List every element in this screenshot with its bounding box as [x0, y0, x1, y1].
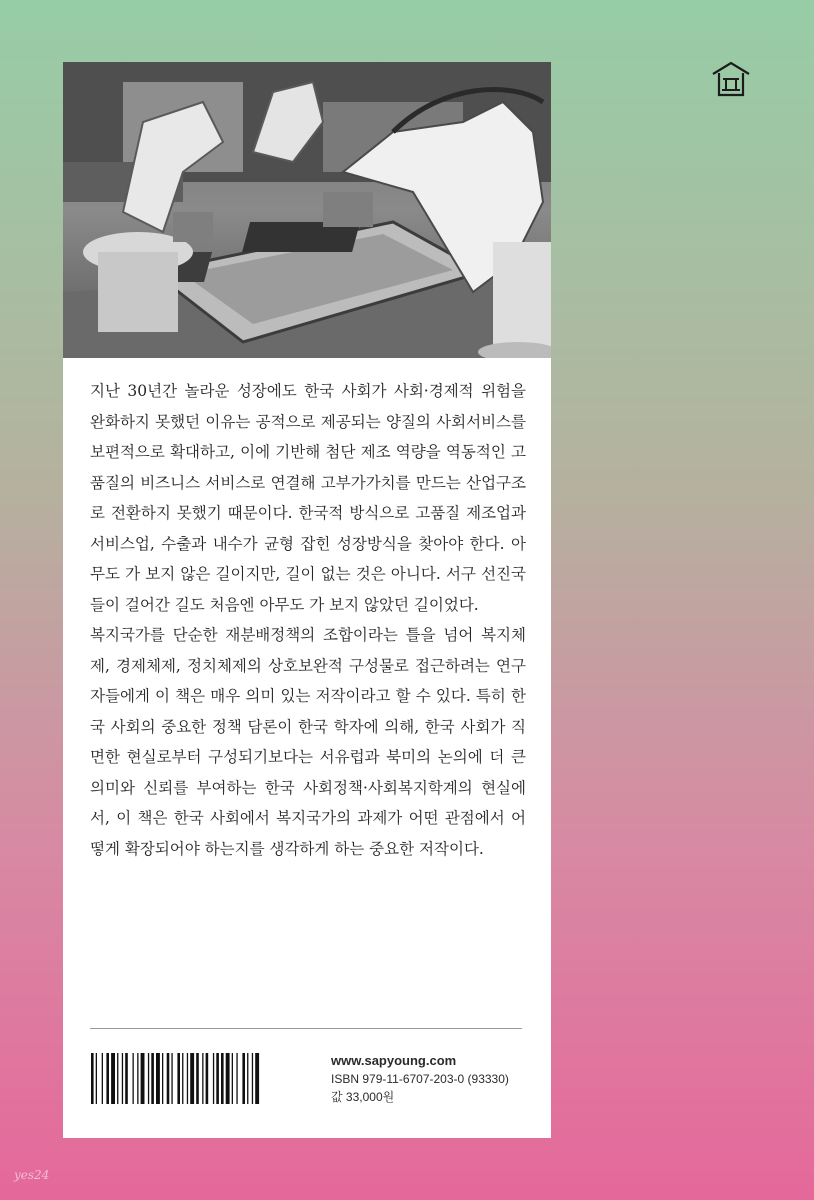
price-label: 값 33,000원 — [331, 1090, 395, 1104]
barcode-bar — [148, 1053, 149, 1104]
barcode-bar — [196, 1053, 199, 1104]
barcode-bar — [151, 1053, 154, 1104]
barcode-bar — [106, 1053, 109, 1104]
barcode-bar — [242, 1053, 245, 1104]
barcode-bar — [232, 1053, 233, 1104]
barcode-bar — [162, 1053, 163, 1104]
barcode-bar — [177, 1053, 180, 1104]
barcode-bar — [206, 1053, 209, 1104]
barcode-bar — [182, 1053, 183, 1104]
barcode-bar — [117, 1053, 118, 1104]
blurb-text — [90, 376, 526, 864]
barcode-bar — [236, 1053, 237, 1104]
cover-photo-robot-arms — [63, 62, 551, 358]
publisher-url[interactable]: www.sapyoung.com — [331, 1053, 457, 1068]
barcode-bar — [221, 1053, 224, 1104]
barcode-bar — [255, 1053, 259, 1104]
barcode-bar — [141, 1053, 145, 1104]
barcode-bar — [156, 1053, 160, 1104]
barcode-bar — [91, 1053, 94, 1104]
barcode-bar — [187, 1053, 188, 1104]
barcode-bar — [167, 1053, 170, 1104]
barcode-bar — [111, 1053, 115, 1104]
barcode-bar — [122, 1053, 123, 1104]
publisher-logo-icon — [710, 60, 752, 98]
back-cover-panel — [63, 62, 551, 1138]
blurb-paragraph-2: 복지국가를 단순한 재분배정책의 조합이라는 틀을 넘어 복지체제, 경제체제, 정치체제의 상호보완적 구성물로 접근하려는 연구자들에게 이 책은 매우 의미 있는 저작이라고 할 수 있다. 특히 한국 사회의 중요한 정책 담론이 한국 학자에 의해, 한국 사회가 직면한 현실로부터 구성되기보다는 서유럽과 북미의 논의에 더 큰 의미와 신뢰를 부여하는 한국 사회정책·사회복지학계의 현실에서, 이 책은 한국 사회에서 복지국가의 과제가 어떤 관점에서 어떻게 확장되어야 하는지를 생각하게 하는 중요한 저작이다. — [90, 626, 526, 858]
barcode-bar — [247, 1053, 248, 1104]
barcode-bar — [102, 1053, 103, 1104]
barcode-bar — [213, 1053, 214, 1104]
barcode-bar — [190, 1053, 194, 1104]
barcode-bar — [96, 1053, 97, 1104]
barcode-bar — [133, 1053, 134, 1104]
barcode-bar — [226, 1053, 230, 1104]
barcode-bar — [216, 1053, 219, 1104]
divider-line — [90, 1028, 522, 1029]
barcode-bar — [137, 1053, 138, 1104]
barcode-bar — [202, 1053, 203, 1104]
barcode-bar — [125, 1053, 128, 1104]
isbn-number: ISBN 979-11-6707-203-0 (93330) — [331, 1072, 509, 1086]
isbn-barcode — [91, 1053, 319, 1104]
barcode-bar — [252, 1053, 253, 1104]
publisher-info — [331, 1052, 541, 1106]
barcode-bar — [171, 1053, 172, 1104]
blurb-paragraph-1: 지난 30년간 놀라운 성장에도 한국 사회가 사회·경제적 위험을 완화하지 못했던 이유는 공적으로 제공되는 양질의 사회서비스를 보편적으로 확대하고, 이에 기반해 첨단 제조 역량을 역동적인 고품질의 비즈니스 서비스로 연결해 고부가가치를 만드는 산업구조로 전환하지 못했기 때문이다. 한국적 방식으로 고품질 제조업과 서비스업, 수출과 내수가 균형 잡힌 성장방식을 찾아야 한다. 아무도 가 보지 않은 길이지만, 길이 없는 것은 아니다. 서구 선진국들이 걸어간 길도 처음엔 아무도 가 보지 않았던 길이었다. — [90, 382, 526, 614]
watermark: yes24 — [14, 1168, 50, 1182]
